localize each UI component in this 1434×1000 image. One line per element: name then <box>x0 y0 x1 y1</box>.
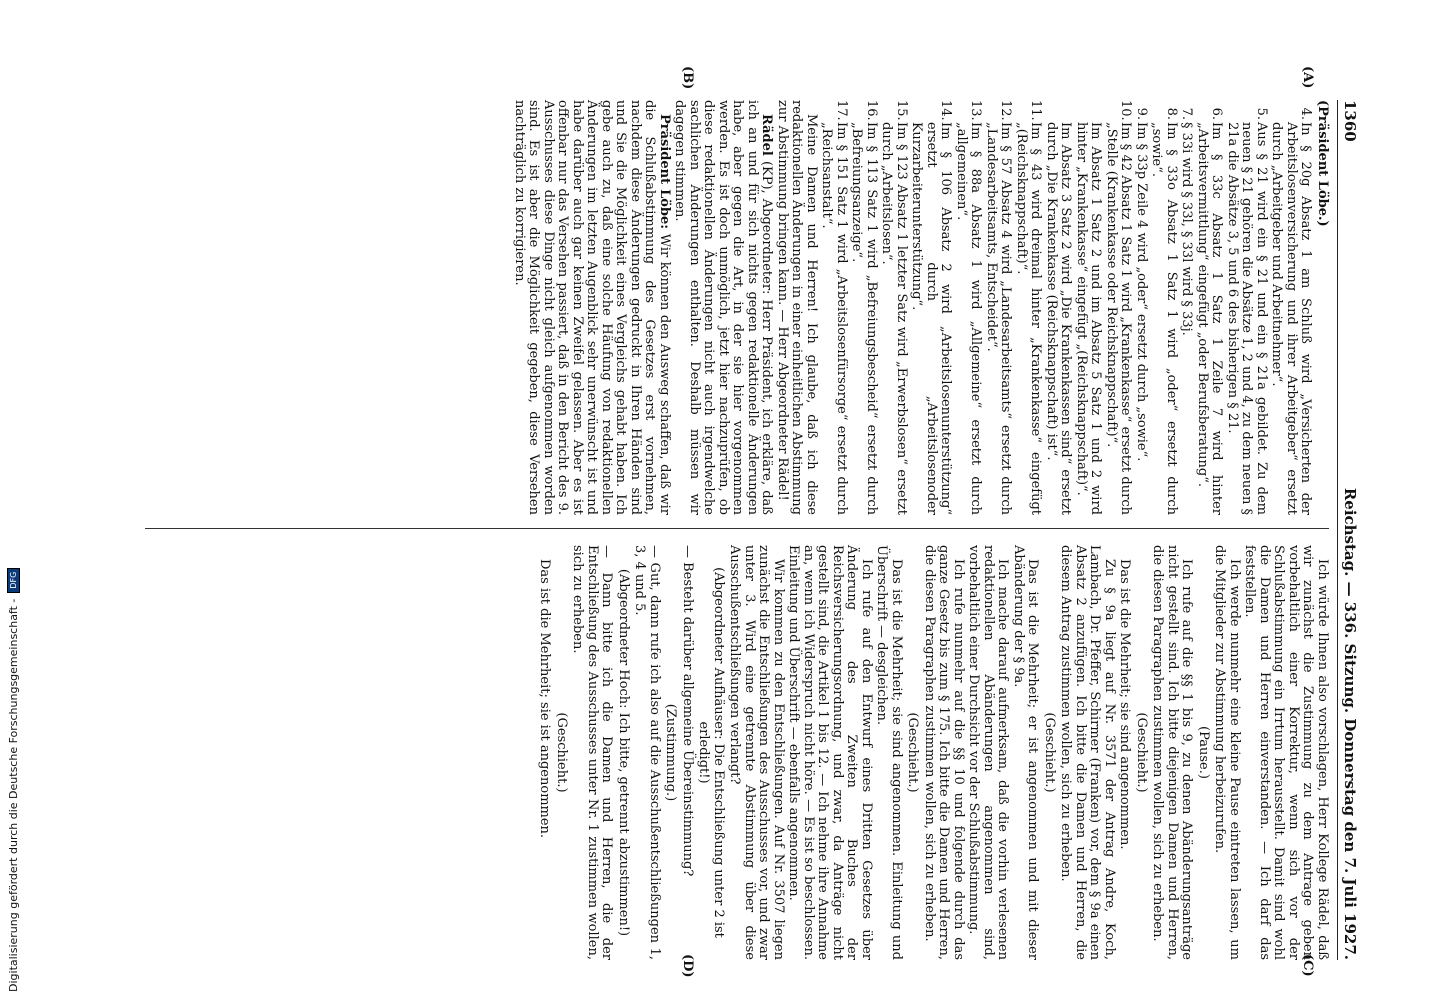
speaker-head: (Präsident Löbe.) <box>1315 100 1330 227</box>
amendment-item <box>954 100 983 515</box>
item-number: 15. <box>894 100 909 121</box>
paragraph: Das ist die Mehrheit; sie ist angenommen. <box>537 559 553 839</box>
item-text: Im § 106 Absatz 2 wird „Arbeitslosenunterstützung“ ersetzt durch „Arbeitslosenoder Kurzarbeiterunterstützung“. <box>909 122 954 515</box>
interjection: (Abgeordneter Hoch: Ich bitte, getrennt abzustimmen!) <box>616 568 631 937</box>
item-number: 6. <box>1209 107 1225 120</box>
left-column <box>145 100 1329 515</box>
running-header <box>1337 100 1365 960</box>
item-number: 17. <box>834 100 849 121</box>
item-text: § 33i wird § 33l, § 33l wird § 33j. <box>1179 122 1195 336</box>
paragraph: Ich werde nunmehr eine kleine Pause eintreten lassen, um die Mitglieder zur Abstimmung herbeizurufen. <box>1212 545 1242 960</box>
speech-text: (KP), Abgeordneter: Herr Präsident, ich erkläre, daß ich an und für sich nichts gegen redaktionelle Änderungen habe, aber gegen die Art, in der sie hier vorgenommen werden. Es ist doch unmöglich, jetzt hier nachzuprüfen, ob diese redaktionellen Änderungen nicht auch irgendwelche sachlichen Änderungen enthalten. Deshalb müssen wir dagegen stimmen. <box>672 100 775 515</box>
margin-mark-a: (A) <box>1300 66 1315 89</box>
paragraph: Zu § 9a liegt auf Nr. 3571 der Antrag Andre, Koch, Lambach, Dr. Pfeffer, Schirmer (Franken) vor, dem § 9a einen Absatz 2 anzufügen. Ich bitte die Damen und Herren, die diesem Antrag zustimmen wollen, sich zu erheben. <box>1058 545 1117 960</box>
amendment-item <box>1149 100 1178 515</box>
stage-direction: (Geschieht.) <box>1134 712 1149 793</box>
paragraph: — Gut, dann rufe ich also auf die Ausschußentschließungen 1, 3, 4 und 5. <box>632 545 662 960</box>
stage-direction: (Geschieht.) <box>1042 712 1057 793</box>
paragraph: Ich rufe auf den Entwurf eines Dritten Gesetzes über Änderung des Zweiten Buches der Reichsversicherungsordnung, und zwar, da Anträge nicht gestellt sind, die Artikel 1 bis 12. — Ich nehme ihre Annahme an, wenn ich Widerspruch nicht höre. — Es ist so beschlossen. Einleitung und Überschrift — ebenfalls angenommen. <box>786 545 874 960</box>
item-number: 16. <box>864 100 879 121</box>
stage-direction: (Geschieht.) <box>554 712 569 793</box>
item-number: 12. <box>998 100 1014 121</box>
amendment-item <box>879 100 908 515</box>
margin-mark-b: (B) <box>680 66 695 90</box>
stage-direction: (Zustimmung.) <box>663 703 679 802</box>
speech-text: Wir können den Ausweg schaffen, daß wir die Schlußabstimmung des Gesetzes erst vornehmen, nachdem diese Änderungen gedruckt in Ihren Händen sind und Sie die Möglichkeit eines Vergleichs gehabt haben. Ich gebe auch zu, daß eine solche Häufung von redaktionellen Änderungen im letzten Augenblick sehr unerwünscht ist und habe darüber auch gar keinen Zweifel gelassen. Aber es ist offenbar nur das Versehen passiert, daß in den Bericht des 9. Ausschusses diese Dinge nicht gleich aufgenommen worden sind. Es ist aber die Möglichkeit gegeben, diese Versehen nachträglich zu korrigieren. <box>512 100 672 515</box>
amendment-item <box>984 100 1013 515</box>
paragraph: Ich mache darauf aufmerksam, daß die vorhin verlesenen redaktionellen Abänderungen angenommen sind, vorbehaltlich einer Durchsicht vor der Schlußabstimmung. <box>966 545 1011 960</box>
item-number: 4. <box>1298 107 1314 120</box>
item-number: 11. <box>1028 100 1044 121</box>
stage-direction: (Geschieht.) <box>905 712 921 793</box>
margin-mark-c: (C) <box>1300 954 1315 977</box>
amendment-item <box>819 100 848 515</box>
amendment-item <box>1179 100 1194 515</box>
amendment-item <box>1104 100 1133 515</box>
item-text: Im § 43 wird dreimal hinter „Krankenkasse“ eingefügt „(Reichsknappschaft)“. <box>1014 122 1044 515</box>
item-text: Im § 113 Satz 1 wird „Befreiungsbescheid“ ersetzt durch „Befreiungsanzeige“. <box>849 122 879 515</box>
item-number: 14. <box>938 100 954 121</box>
paragraph: Ich rufe auf die §§ 1 bis 9, zu denen Abänderungsanträge nicht gestellt sind. Ich bitte diejenigen Damen und Herren, die diesen Paragraphen zustimmen wollen, sich zu erheben. <box>1150 545 1195 960</box>
item-text: Im Absatz 3 Satz 2 wird „Die Krankenkassen sind“ ersetzt durch „Die Krankenkasse (Reichsknappschaft) ist“. <box>1044 122 1074 515</box>
item-number: 8. <box>1164 107 1179 120</box>
paragraph: Das ist die Mehrheit; er ist angenommen und mit dieser Abänderung der § 9a. <box>1011 545 1041 960</box>
paragraph: Das ist die Mehrheit; sie sind angenommen. Einleitung und Überschrift — desgleichen. <box>874 545 904 960</box>
column-divider <box>145 528 1329 529</box>
page-title: Reichstag. — 336. Sitzung. Donnerstag den 7. Juli 1927. <box>1341 487 1359 960</box>
amendment-item <box>1074 100 1103 515</box>
item-text: In § 20g Absatz 1 am Schluß wird „Versicherten der Arbeitslosenversicherung und ihrer Arbeitgeber“ ersetzt durch „Arbeitgeber und Arbeitnehmer“. <box>1269 122 1314 515</box>
speech-loebe <box>512 100 672 515</box>
item-text: Im § 88a Absatz 1 wird „Allgemeine“ ersetzt durch „allgemeinen“. <box>954 122 984 515</box>
item-text: Im § 151 Satz 1 wird „Arbeitslosenfürsorge“ ersetzt durch „Reichsanstalt“. <box>819 122 849 515</box>
item-number: 5. <box>1254 107 1269 120</box>
item-text: Im § 123 Absatz 1 letzter Satz wird „Erwerbslosen“ ersetzt durch „Arbeitslosen“. <box>879 122 909 515</box>
amendment-item <box>849 100 878 515</box>
item-text: Im Absatz 1 Satz 2 und im Absatz 5 Satz 1 und 2 wird hinter „Krankenkasse“ eingefügt „(Reichsknappschaft)“. <box>1074 122 1104 515</box>
dfg-logo-icon: DFG <box>7 568 20 593</box>
margin-mark-d: (D) <box>680 954 695 978</box>
paragraph: Das ist die Mehrheit; sie sind angenommen. <box>1117 559 1133 850</box>
paragraph: Meine Damen und Herren! Ich glaube, daß ich diese redaktionellen Änderungen in einer einheitlichen Abstimmung zur Abstimmung bringen kann. — Herr Abgeordneter Rädel! <box>775 100 819 515</box>
stage-direction: (Pause.) <box>1196 726 1211 779</box>
paragraph: Ich rufe nunmehr auf die §§ 10 und folgende durch das ganze Gesetz bis zum § 175. Ich bitte die Damen und Herren, die diesen Paragraphen zustimmen wollen, sich zu erheben. <box>922 545 966 960</box>
item-text: Im § 33c Absatz 1 Satz 1 Zeile 7 wird hinter „Arbeitsvermittlung“ eingefügt „oder Berufsberatung“. <box>1195 122 1225 515</box>
paragraph: Ich würde Ihnen also vorschlagen, Herr Kollege Rädel, daß wir zunächst die Zustimmung zu dem Antrage geben vorbehaltlich einer Korrektur, wenn sich vor der Schlußabstimmung ein Irrtum herausstellt. Damit sind wohl die Damen und Herren einverstanden. — Ich darf das feststellen. <box>1242 545 1330 960</box>
amendment-item <box>1044 100 1073 515</box>
amendment-item <box>1195 100 1224 515</box>
item-number: 9. <box>1134 107 1149 120</box>
paragraph: — Dann bitte ich die Damen und Herren, die der Entschließung des Ausschusses unter Nr. 1 zustimmen wollen, sich zu erheben. <box>570 545 615 960</box>
amendment-item <box>1134 100 1149 515</box>
item-number: 7. <box>1179 107 1195 120</box>
amendment-list <box>819 100 1313 515</box>
amendment-item <box>1269 100 1313 515</box>
speaker-name: Rädel <box>759 114 775 156</box>
item-text: Im § 33p Zeile 4 wird „oder“ ersetzt durch „sowie“. <box>1134 122 1149 462</box>
item-number: 10. <box>1118 100 1134 121</box>
speech-radel <box>672 100 774 515</box>
paragraph: — Besteht darüber allgemeine Übereinstimmung? <box>680 545 695 877</box>
item-text: Im § 42 Absatz 1 Satz 1 wird „Krankenkasse“ ersetzt durch „Stelle (Krankenkasse oder Reichsknappschaft)“. <box>1104 122 1134 515</box>
page-number: 1360 <box>1341 100 1359 142</box>
amendment-item <box>1014 100 1043 515</box>
document-page <box>135 66 1375 980</box>
item-number: 13. <box>968 100 984 121</box>
interjection: (Abgeordneter Aufhäuser: Die Entschließung unter 2 ist erledigt!) <box>696 567 726 938</box>
item-text: Im § 57 Absatz 4 wird „Landesarbeitsamts“ ersetzt durch „Landesarbeitsamts, Entscheidet“. <box>984 122 1014 515</box>
item-text: Aus § 21 wird ein § 21 und ein § 21a gebildet. Zu dem neuen § 21 gehören die Absätze 1, 2 und 4, zu dem neuen § 21a die Absätze 3, 5 und 6 des bisherigen § 21. <box>1225 122 1269 515</box>
item-text: Im § 33o Absatz 1 Satz 1 wird „oder“ ersetzt durch „sowie“. <box>1149 122 1179 515</box>
footer-text: Digitalisierung gefördert durch die Deutsche Forschungsgemeinschaft - <box>7 598 20 992</box>
amendment-item <box>1225 100 1269 515</box>
paragraph: Wir kommen zu den Entschließungen. Auf Nr. 3507 liegen zunächst die Entschließungen des Ausschusses vor, und zwar unter 3. Wird eine getrennte Abstimmung über diese Ausschußentschließungen verlangt? <box>727 545 786 960</box>
digitization-footer <box>7 568 20 992</box>
speaker-name: Präsident Löbe: <box>657 114 672 230</box>
right-column <box>145 545 1329 960</box>
amendment-item <box>909 100 953 515</box>
